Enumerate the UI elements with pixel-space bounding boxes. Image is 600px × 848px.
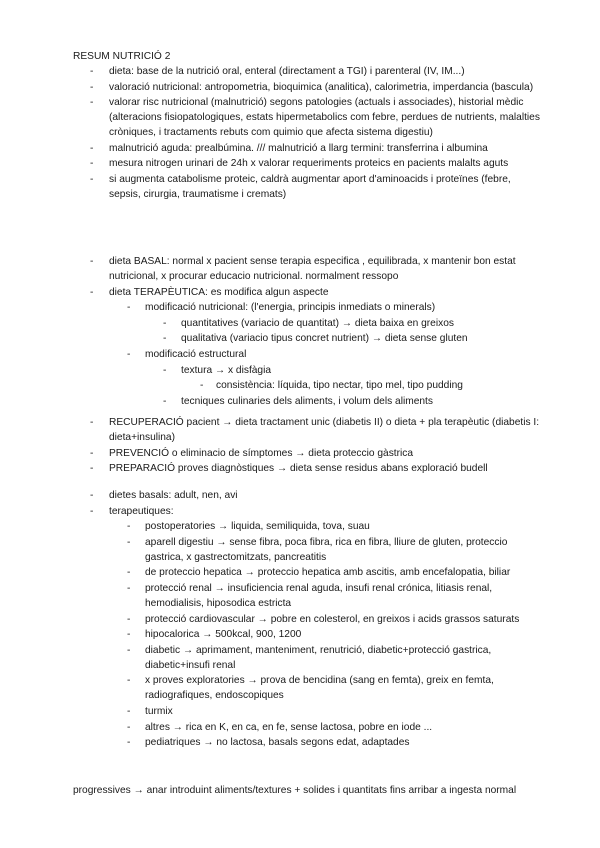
list-item-text: mesura nitrogen urinari de 24h x valorar requeriments proteics en pacients malalts aguts <box>109 158 509 170</box>
bullet-dash: - <box>127 613 131 625</box>
bullet-dash: - <box>200 380 204 392</box>
list-item-text: protecció cardiovascular → pobre en colesterol, en greixos i acids grassos saturats <box>145 613 520 625</box>
bullet-dash: - <box>90 256 94 267</box>
bullet-dash: - <box>127 567 131 579</box>
bullet-dash: - <box>90 66 94 77</box>
bullet-dash: - <box>127 583 131 594</box>
list-item-text: dieta: base de la nutrició oral, enteral (directament a TGI) i parenteral (IV, IM...) <box>109 66 465 77</box>
list-item-text: dietes basals: adult, nen, avi <box>109 490 238 501</box>
list-item-text: terapeutiques: <box>109 505 174 517</box>
bullet-dash: - <box>90 490 94 501</box>
list-item-text: de proteccio hepatica → proteccio hepatica amb ascitis, amb encefalopatia, biliar <box>145 567 511 579</box>
bullet-dash: - <box>90 158 94 170</box>
bullet-dash: - <box>90 142 94 154</box>
bullet-dash: - <box>90 81 94 93</box>
bullet-dash: - <box>90 505 94 517</box>
bullet-dash: - <box>90 97 94 109</box>
list-item-text: textura → x disfàgia <box>181 364 272 376</box>
list-item-text: RECUPERACIÓ pacient → dieta tractament unic (diabetis II) o dieta + pla terapèutic (diabetis I: dieta+insulina) <box>109 417 540 443</box>
document-title: RESUM NUTRICIÓ 2 <box>73 51 171 62</box>
list-item-text: malnutrició aguda: prealbúmina. /// malnutrició a llarg termini: transferrina i albumina <box>109 142 488 154</box>
bullet-dash: - <box>163 317 167 329</box>
bullet-dash: - <box>90 447 94 459</box>
list-item-text: modificació nutricional: (l'energia, principis inmediats o minerals) <box>145 302 436 314</box>
bullet-dash: - <box>127 521 131 533</box>
list-item-text: x proves exploratories → prova de bencidina (sang en femta), greix en femta, radiografiques, endoscopiques <box>145 675 494 702</box>
bullet-dash: - <box>163 395 167 407</box>
bullet-dash: - <box>90 174 94 185</box>
bullet-dash: - <box>90 463 94 475</box>
bullet-dash: - <box>163 364 167 376</box>
list-item-text: dieta BASAL: normal x pacient sense terapia especifica , equilibrada, x mantenir bon estat nutricional, x procurar educacio nutricional. normalment ressopo <box>109 256 516 282</box>
list-item-text: valorar risc nutricional (malnutrició) segons patologies (actuals i associades), historial mèdic (alteracions fisiopatologiques, estats hipermetabolics com febre, perdues de nutrients, malalties cròniques, i tractaments rebuts com quimio que afecta sistema digestiu) <box>109 97 540 139</box>
list-item-text: si augmenta catabolisme proteic, caldrà augmentar aport d'aminoacids i proteïnes (febre, sepsis, cirurgia, traumatisme i cremats) <box>109 174 511 200</box>
list-item-text: protecció renal → insuficiencia renal aguda, insufi renal crónica, litiasis renal, hemodialisis, hiposodica estricta <box>145 583 493 609</box>
list-item-text: PREPARACIÓ proves diagnòstiques → dieta sense residus abans exploració budell <box>109 463 488 475</box>
bullet-dash: - <box>127 349 131 360</box>
list-item-text: turmix <box>145 706 173 717</box>
list-item-text: consistència: líquida, tipo nectar, tipo mel, tipo pudding <box>216 380 463 392</box>
list-item-text: dieta TERAPÈUTICA: es modifica algun aspecte <box>109 286 329 298</box>
bullet-dash: - <box>90 286 94 298</box>
bullet-dash: - <box>127 737 131 749</box>
bullet-dash: - <box>127 536 131 548</box>
bullet-dash: - <box>163 333 167 345</box>
list-item-text: altres → rica en K, en ca, en fe, sense lactosa, pobre en iode ... <box>145 721 433 733</box>
list-item-text: aparell digestiu → sense fibra, poca fibra, rica en fibra, lliure de gluten, proteccio gastrica, x gastrectomitzats, pancreatitis <box>145 536 508 563</box>
bullet-dash: - <box>90 417 94 428</box>
list-item-text: diabetic → aprimament, manteniment, renutrició, diabetic+protecció gastrica, diabetic+insufi renal <box>145 644 492 671</box>
list-item-text: modificació estructural <box>145 349 247 360</box>
bullet-dash: - <box>127 302 131 314</box>
bullet-dash: - <box>127 629 131 641</box>
list-item-text: PREVENCIÓ o eliminacio de símptomes → dieta proteccio gàstrica <box>109 447 414 459</box>
closing-paragraph: progressives → anar introduint aliments/textures + solides i quantitats fins arribar a ingesta normal <box>73 785 517 796</box>
list-item-text: hipocalorica → 500kcal, 900, 1200 <box>145 629 302 641</box>
bullet-dash: - <box>127 706 131 717</box>
list-item-text: quantitatives (variacio de quantitat) → dieta baixa en greixos <box>181 317 454 329</box>
bullet-dash: - <box>127 721 131 733</box>
list-item-text: valoració nutricional: antropometria, bioquimica (analitica), calorimetria, imperdancia (bascula) <box>109 81 534 93</box>
list-item-text: qualitativa (variacio tipus concret nutrient) → dieta sense gluten <box>181 333 468 345</box>
list-item-text: postoperatories → liquida, semiliquida, tova, suau <box>145 521 370 533</box>
bullet-dash: - <box>127 644 131 656</box>
list-item-text: tecniques culinaries dels aliments, i volum dels aliments <box>181 395 433 407</box>
bullet-dash: - <box>127 675 131 687</box>
list-item-text: pediatriques → no lactosa, basals segons edat, adaptades <box>145 737 410 749</box>
